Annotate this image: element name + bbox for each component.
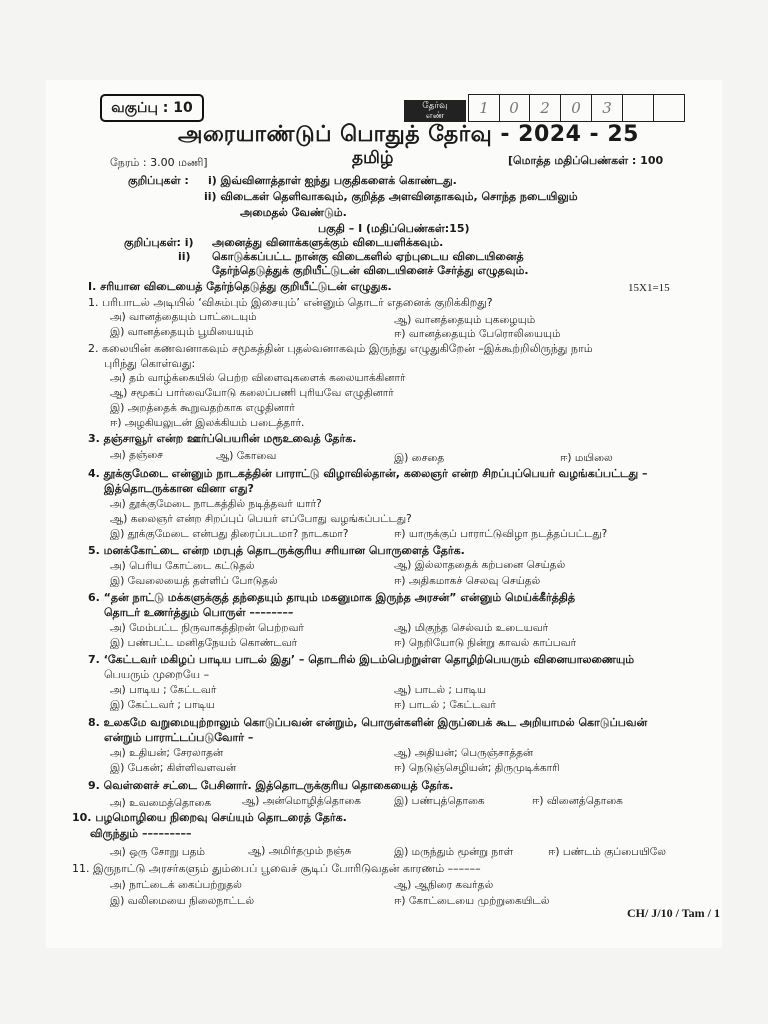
- question-10-sub: விருந்தும் –––––––––: [90, 827, 192, 840]
- q2-option-c: இ) அறத்தைக் கூறுவதற்காக எழுதினார்: [110, 402, 295, 414]
- q4-option-d: ஈ) யாருக்குப் பாராட்டுவிழா நடத்தப்பட்டது?: [394, 528, 608, 540]
- q5-option-d: ஈ) அதிகமாகச் செலவு செய்தல்: [394, 575, 541, 587]
- q8-option-b: ஆ) அதியன்; பெருஞ்சாத்தன்: [394, 747, 534, 759]
- q6-option-d: ஈ) நெறியோடு நின்று காவல் காப்பவர்: [394, 637, 577, 649]
- question-6-cont: தொடர் உணர்த்தும் பொருள் ––––––––: [104, 606, 294, 619]
- q5-option-b: ஆ) இல்லாததைக் கற்பனை செய்தல்: [394, 559, 566, 571]
- q10-option-d: ஈ) பண்டம் குப்பையிலே: [548, 846, 666, 858]
- question-1: 1. பரிபாடல் அடியில் ‘விசும்பும் இசையும்’ என்னும் தொடர் எதனைக் குறிக்கிறது?: [88, 296, 493, 309]
- reg-digit-box[interactable]: 0: [561, 94, 592, 122]
- q9-option-a: அ) உவமைத்தொகை: [110, 797, 212, 809]
- section-marks: 15X1=15: [628, 282, 670, 294]
- q7-option-d: ஈ) பாடல் ; கேட்டவர்: [394, 699, 496, 711]
- reg-digit-box[interactable]: 2: [530, 94, 561, 122]
- q2-option-d: ஈ) அழகியலுடன் இலக்கியம் படைத்தார்.: [110, 417, 305, 429]
- question-7: 7. ‘கேட்டவர் மகிழப் பாடிய பாடல் இது’ – தொடரில் இடம்பெற்றுள்ள தொழிற்பெயரும் வினையாலணையும்: [88, 653, 635, 666]
- reg-digit-box[interactable]: [623, 94, 654, 122]
- q6-option-b: ஆ) மிகுந்த செல்வம் உடையவர்: [394, 622, 549, 634]
- part1-note-label: குறிப்புகள்: i): [124, 236, 194, 249]
- q11-option-d: ஈ) கோட்டையை முற்றுகையிடல்: [394, 895, 550, 907]
- reg-digit-box[interactable]: 0: [499, 94, 530, 122]
- q8-option-c: இ) பேகன்; கிள்ளிவளவன்: [110, 762, 237, 774]
- exam-label-line2: எண்: [425, 111, 445, 121]
- part1-note-2-cont: தேர்ந்தெடுத்துக் குறியீட்டுடன் விடையினைச் சேர்த்து எழுதவும்.: [212, 264, 529, 277]
- q9-option-c: இ) பண்புத்தொகை: [394, 795, 485, 807]
- question-4-cont: இத்தொடருக்கான வினா எது?: [104, 482, 254, 495]
- q6-option-a: அ) மேம்பட்ட நிருவாகத்திறன் பெற்றவர்: [110, 622, 304, 634]
- q1-option-c: இ) வானத்தையும் பூமியையும்: [110, 326, 254, 338]
- question-4: 4. தூக்குமேடை என்னும் நாடகத்தின் பாராட்டு விழாவில்தான், கலைஞர் என்ற சிறப்புப்பெயர் வழங்கப்பட்டது –: [88, 467, 648, 480]
- reg-digit-box[interactable]: [654, 94, 685, 122]
- question-8-cont: என்றும் பாராட்டப்படுவோர் –: [104, 731, 254, 744]
- q2-option-a: அ) தம் வாழ்க்கையில் பெற்ற விளைவுகளைக் கலையாக்கினார்: [110, 372, 406, 384]
- q5-option-a: அ) பெரிய கோட்டை கட்டுதல்: [110, 560, 255, 572]
- q3-option-a: அ) தஞ்சை: [110, 449, 163, 461]
- q11-option-c: இ) வலிமையை நிலைநாட்டல்: [110, 895, 255, 907]
- subject-title: தமிழ்: [352, 148, 394, 168]
- q8-option-a: அ) உதியன்; சேரலாதன்: [110, 747, 224, 759]
- class-label: வகுப்பு : 10: [100, 94, 204, 122]
- exam-label-line1: தேர்வு: [422, 101, 448, 111]
- question-9: 9. வெள்ளைச் சட்டை பேசினார். இத்தொடருக்குரிய தொகையைத் தேர்க.: [88, 779, 454, 792]
- q7-option-a: அ) பாடிய ; கேட்டவர்: [110, 684, 217, 696]
- q1-option-d: ஈ) வானத்தையும் பேரொலியையும்: [394, 328, 561, 340]
- instruction-1: i) இவ்வினாத்தாள் ஐந்து பகுதிகளைக் கொண்டது.: [208, 174, 457, 187]
- question-11: 11. இருநாட்டு அரசர்களும் தும்பைப் பூவைச் சூடிப் போரிடுவதன் காரணம் ––––––: [72, 862, 481, 875]
- q11-option-a: அ) நாட்டைக் கைப்பற்றுதல்: [110, 879, 242, 891]
- part1-note-1: அனைத்து வினாக்களுக்கும் விடையளிக்கவும்.: [212, 236, 444, 249]
- part1-heading: பகுதி – I (மதிப்பெண்கள்:15): [318, 222, 470, 235]
- q8-option-d: ஈ) நெடுஞ்செழியன்; திருமுடிக்காரி: [394, 762, 560, 774]
- q1-option-b: ஆ) வானத்தையும் புகழையும்: [394, 314, 536, 326]
- exam-title: அரையாண்டுப் பொதுத் தேர்வு - 2024 - 25: [178, 122, 639, 147]
- part1-note-2-num: ii): [178, 250, 191, 263]
- part1-note-2: கொடுக்கப்பட்ட நான்கு விடைகளில் ஏற்புடைய விடையினைத்: [212, 250, 524, 263]
- instructions-label: குறிப்புகள் :: [128, 174, 189, 187]
- question-5: 5. மனக்கோட்டை என்ற மரபுத் தொடருக்குரிய சரியான பொருளைத் தேர்க.: [88, 544, 465, 557]
- q10-option-c: இ) மருந்தும் மூன்று நாள்: [394, 846, 514, 858]
- question-10: 10. பழமொழியை நிறைவு செய்யும் தொடரைத் தேர்க.: [72, 811, 347, 824]
- q6-option-c: இ) பண்பட்ட மனிதநேயம் கொண்டவர்: [110, 637, 298, 649]
- q10-option-b: ஆ) அமிர்தமும் நஞ்சு: [248, 845, 352, 857]
- exam-number-label: [404, 100, 466, 122]
- question-3: 3. தஞ்சாவூர் என்ற ஊர்ப்பெயரின் மரூஉவைத் தேர்க.: [88, 432, 357, 445]
- q4-option-a: அ) தூக்குமேடை நாடகத்தில் நடித்தவர் யார்?: [110, 498, 322, 510]
- q1-option-a: அ) வானத்தையும் பாட்டையும்: [110, 311, 257, 323]
- question-6: 6. “தன் நாட்டு மக்களுக்குத் தந்தையும் தாயும் மகனுமாக இருந்த அரசன்” என்னும் மெய்க்கீர்த்தித்: [88, 591, 576, 604]
- q7-option-b: ஆ) பாடல் ; பாடிய: [394, 684, 486, 696]
- q2-option-b: ஆ) சமூகப் பார்வையோடு கலைப்பணி புரியவே எழுதினார்: [110, 387, 394, 399]
- q5-option-c: இ) வேலையைத் தள்ளிப் போடுதல்: [110, 575, 278, 587]
- section-heading: I. சரியான விடையைத் தேர்ந்தெடுத்து குறியீட்டுடன் எழுதுக.: [88, 280, 392, 293]
- exam-time: நேரம் : 3.00 மணி]: [110, 156, 208, 169]
- q9-option-b: ஆ) அன்மொழித்தொகை: [242, 795, 361, 807]
- q4-option-b: ஆ) கலைஞர் என்ற சிறப்புப் பெயர் எப்போது வழங்கப்பட்டது?: [110, 513, 412, 525]
- q7-option-c: இ) கேட்டவர் ; பாடிய: [110, 699, 215, 711]
- q3-option-b: ஆ) கோவை: [216, 450, 277, 462]
- q9-option-d: ஈ) வினைத்தொகை: [532, 795, 623, 807]
- q3-option-d: ஈ) மயிலை: [560, 452, 613, 464]
- reg-digit-box[interactable]: 3: [592, 94, 623, 122]
- q10-option-a: அ) ஒரு சோறு பதம்: [110, 846, 205, 858]
- instruction-2-cont: அமைதல் வேண்டும்.: [240, 206, 347, 219]
- q3-option-c: இ) சைதை: [394, 452, 445, 464]
- instruction-2: ii) விடைகள் தெளிவாகவும், குறித்த அளவினதாகவும், சொந்த நடையிலும்: [204, 190, 578, 203]
- question-7-cont: பெயரும் முறையே –: [104, 668, 210, 681]
- question-8: 8. உலகமே வறுமையுற்றாலும் கொடுப்பவன் என்றும், பொருள்களின் இருப்பைக் கூட அறியாமல் கொடுப்பவன்: [88, 716, 648, 729]
- total-marks: [மொத்த மதிப்பெண்கள் : 100: [508, 154, 664, 167]
- question-2-cont: புரிந்து கொள்வது:: [104, 357, 196, 370]
- reg-digit-box[interactable]: 1: [468, 94, 500, 122]
- page-footer-code: CH/ J/10 / Tam / 1: [626, 906, 720, 920]
- q4-option-c: இ) தூக்குமேடை என்பது திரைப்படமா? நாடகமா?: [110, 528, 349, 540]
- q11-option-b: ஆ) ஆநிரை கவர்தல்: [394, 879, 494, 891]
- question-2: 2. கலையின் கணவனாகவும் சமூகத்தின் புதல்வனாகவும் இருந்து எழுதுகிறேன் –இக்கூற்றிலிருந்து நாம்: [88, 342, 593, 355]
